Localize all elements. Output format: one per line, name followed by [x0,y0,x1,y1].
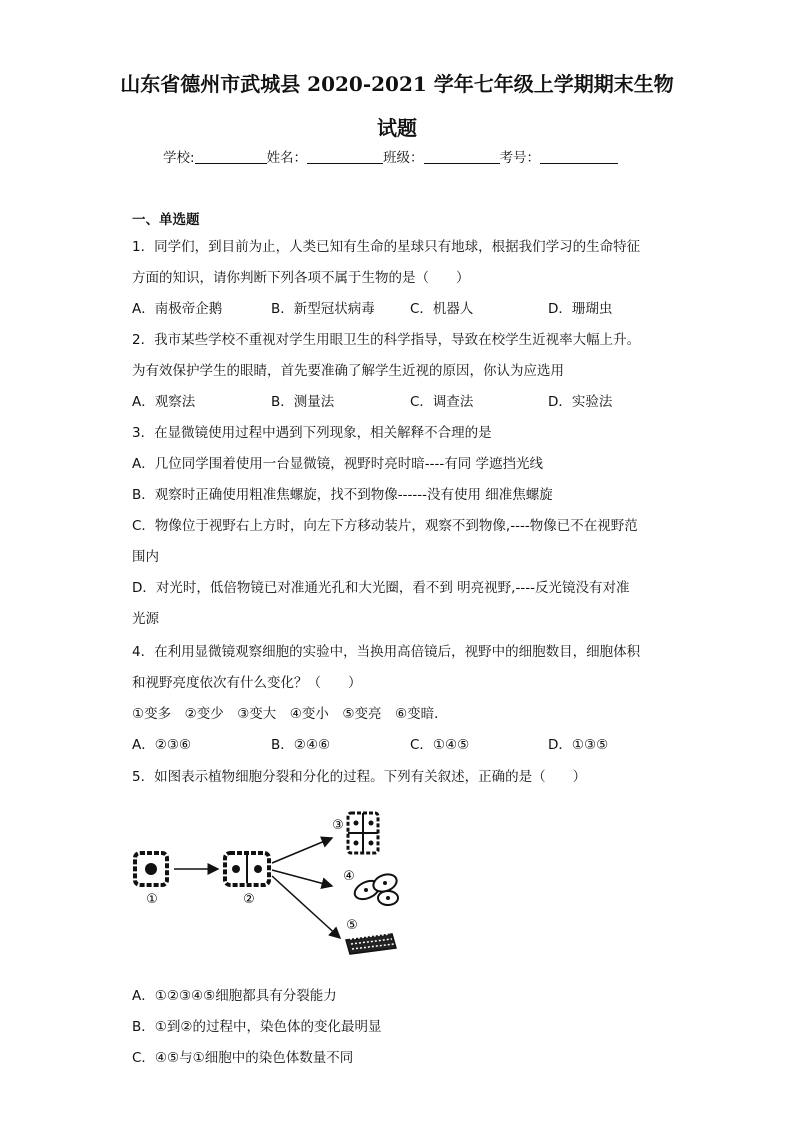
q5-option-c: C．④⑤与①细胞中的染色体数量不同 [132,1050,354,1066]
q2-option-c: C．调查法 [410,394,474,410]
q2-option-d: D．实验法 [548,394,613,410]
q1-option-b: B．新型冠状病毒 [271,301,375,317]
q2-text-line2: 为有效保护学生的眼睛，首先要准确了解学生近视的原因，你认为应选用 [132,363,564,379]
school-blank [195,149,267,164]
cell-5-icon [346,934,396,954]
cell-4-icon [352,871,399,905]
name-blank [307,149,383,164]
q3-option-a: A．几位同学围着使用一台显微镜，视野时亮时暗----有同 学遮挡光线 [132,456,544,472]
q3-option-d-line1: D．对光时，低倍物镜已对准通光孔和大光圈，看不到 明亮视野,----反光镜没有对准 [132,580,630,596]
arrow-2-3 [272,838,332,863]
q5-option-a: A．①②③④⑤细胞都具有分裂能力 [132,988,337,1004]
q5-option-b: B．①到②的过程中，染色体的变化最明显 [132,1019,382,1035]
label-4: ④ [343,869,355,884]
q3-option-b: B．观察时正确使用粗准焦螺旋，找不到物像------没有使用 细准焦螺旋 [132,487,553,503]
q1-text-line1: 1．同学们，到目前为止，人类已知有生命的星球只有地球，根据我们学习的生命特征 [132,239,641,255]
name-label: 姓名： [266,150,308,166]
q1-option-d: D．珊瑚虫 [548,301,613,317]
label-3: ③ [332,818,344,833]
q3-option-c-line1: C．物像位于视野右上方时，向左下方移动装片，观察不到物像,----物像已不在视野范 [132,518,638,534]
class-label: 班级： [383,150,424,166]
q4-option-d: D．①③⑤ [548,737,609,753]
q5-text: 5．如图表示植物细胞分裂和分化的过程。下列有关叙述，正确的是（ ） [132,769,587,785]
q2-option-a: A．观察法 [132,394,196,410]
page-title: 山东省德州市武城县 2020-2021 学年七年级上学期期末生物 [120,72,674,96]
q1-text-line2: 方面的知识，请你判断下列各项不属于生物的是（ ） [132,270,470,286]
cell-2-icon [225,853,269,885]
q3-option-d-line2: 光源 [132,611,159,627]
exam-number-label: 考号： [499,150,541,166]
q2-option-b: B．测量法 [271,394,335,410]
cell-3-icon [348,813,378,853]
q3-text: 3．在显微镜使用过程中遇到下列现象，相关解释不合理的是 [132,425,492,441]
school-label: 学校: [163,150,195,166]
cell-division-figure [130,808,410,968]
label-2: ② [243,892,255,907]
class-blank [424,149,500,164]
q1-option-a: A．南极帝企鹅 [132,301,223,317]
label-1: ① [146,892,158,907]
q4-option-b: B．②④⑥ [271,737,331,753]
student-info-row [163,146,618,166]
q4-text-line2: 和视野亮度依次有什么变化？（ ） [132,675,362,691]
page-title-line2: 试题 [377,116,417,140]
q4-option-a: A．②③⑥ [132,737,192,753]
section-heading: 一、单选题 [132,212,200,228]
q4-text-line1: 4．在利用显微镜观察细胞的实验中，当换用高倍镜后，视野中的细胞数目，细胞体积 [132,644,641,660]
q4-items: ①变多 ②变少 ③变大 ④变小 ⑤变亮 ⑥变暗． [132,706,448,722]
q4-option-c: C．①④⑤ [410,737,470,753]
q1-option-c: C．机器人 [410,301,474,317]
cell-1-icon [135,853,167,885]
label-5: ⑤ [346,918,358,933]
q2-text-line1: 2．我市某些学校不重视对学生用眼卫生的科学指导，导致在校学生近视率大幅上升。 [132,332,641,348]
exam-number-blank [540,149,618,164]
q3-option-c-line2: 围内 [132,549,159,565]
